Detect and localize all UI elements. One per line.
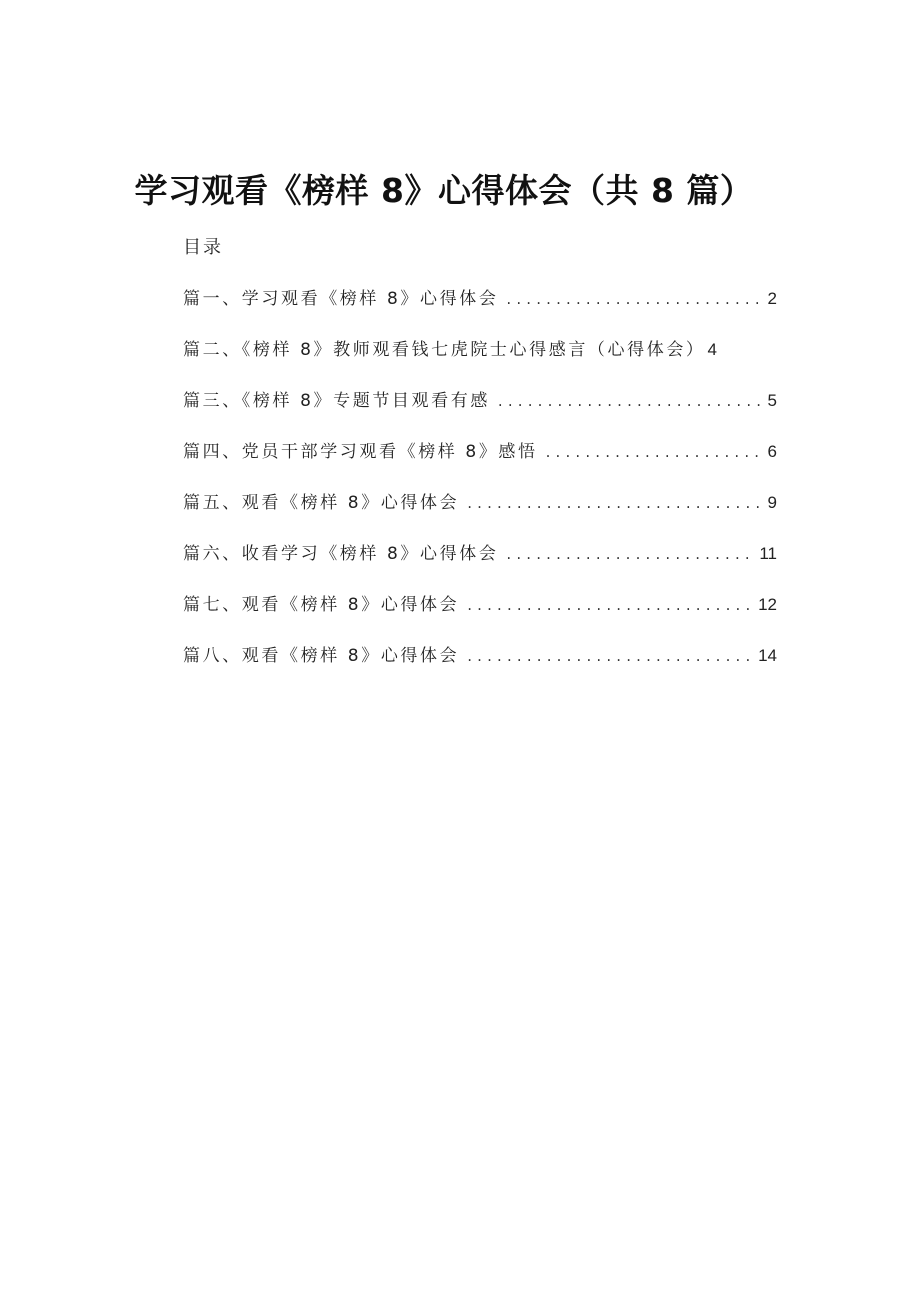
toc-entry-page: 14 (758, 646, 777, 665)
toc-heading: 目录 (183, 237, 223, 258)
dot-leader (467, 644, 754, 668)
toc-entry-page: 6 (767, 442, 777, 461)
toc-entry-2[interactable] (183, 338, 777, 389)
toc-entry-6[interactable] (183, 542, 777, 593)
dot-leader (546, 440, 764, 464)
toc-entry-label: 篇八、观看《榜样 8》心得体会 (183, 646, 460, 666)
toc-entry-3[interactable] (183, 389, 777, 440)
toc-entry-page: 11 (759, 544, 777, 563)
toc-entry-7[interactable] (183, 593, 777, 644)
toc-entry-5[interactable] (183, 491, 777, 542)
toc-entry-page: 5 (767, 391, 777, 410)
dot-leader (467, 491, 763, 515)
toc-entry-label: 篇四、党员干部学习观看《榜样 8》感悟 (183, 442, 538, 462)
toc-entry-label: 篇六、收看学习《榜样 8》心得体会 (183, 544, 499, 564)
toc-entry-page: 4 (707, 340, 717, 359)
toc-entry-label: 篇二、《榜样 8》教师观看钱七虎院士心得感言（心得体会） (183, 340, 706, 360)
toc-entry-label: 篇五、观看《榜样 8》心得体会 (183, 493, 460, 513)
toc-entry-label: 篇七、观看《榜样 8》心得体会 (183, 595, 460, 615)
dot-leader (506, 542, 755, 566)
toc-entry-page: 2 (767, 289, 777, 308)
document-title: 学习观看《榜样 8》心得体会（共 8 篇） (134, 171, 754, 211)
dot-leader (467, 593, 754, 617)
toc-entry-label: 篇一、学习观看《榜样 8》心得体会 (183, 289, 499, 309)
table-of-contents (183, 287, 777, 695)
toc-entry-4[interactable] (183, 440, 777, 491)
toc-entry-8[interactable] (183, 644, 777, 695)
toc-entry-page: 9 (767, 493, 777, 512)
dot-leader (498, 389, 764, 413)
toc-entry-1[interactable] (183, 287, 777, 338)
dot-leader (506, 287, 763, 311)
toc-entry-label: 篇三、《榜样 8》专题节目观看有感 (183, 391, 490, 411)
toc-entry-page: 12 (758, 595, 777, 614)
